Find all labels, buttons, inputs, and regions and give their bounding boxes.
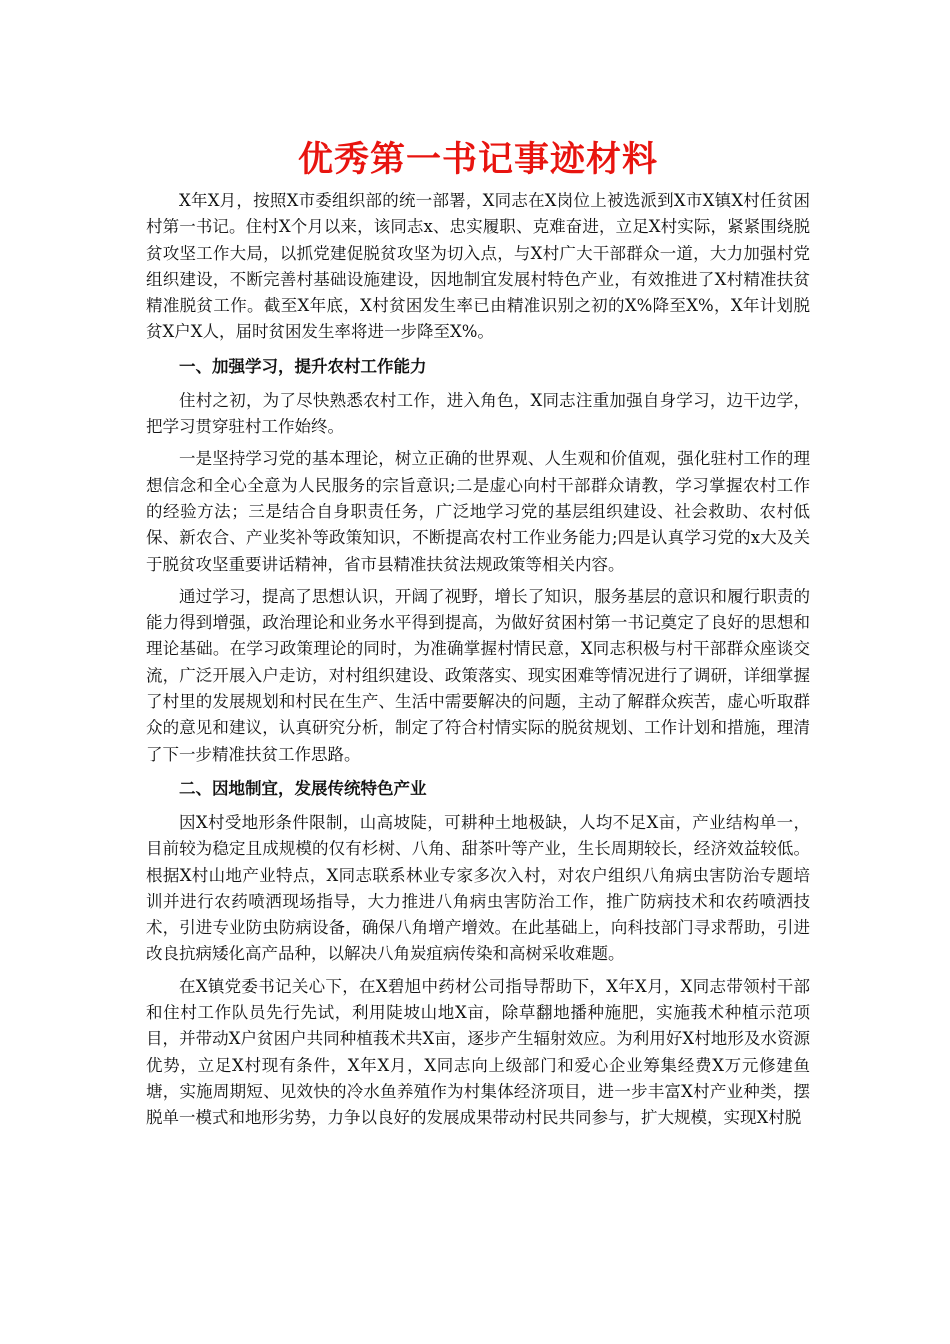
section1-paragraph-1: 住村之初，为了尽快熟悉农村工作，进入角色，X同志注重加强自身学习，边干边学，把学习贯穿驻村工作始终。 xyxy=(146,390,810,437)
section1-paragraph-3: 通过学习，提高了思想认识，开阔了视野，增长了知识，服务基层的意识和履行职责的能力得到增强，政治理论和业务水平得到提高，为做好贫困村第一书记奠定了良好的思想和理论基础。在学习政策理论的同时，为准确掌握村情民意，X同志积极与村干部群众座谈交流，广泛开展入户走访，对村组织建设、政策落实、现实困难等情况进行了调研，详细掌握了村里的发展规划和村民在生产、生活中需要解决的问题，主动了解群众疾苦，虚心听取群众的意见和建议，认真研究分析，制定了符合村情实际的脱贫规划、工作计划和措施，理清了下一步精准扶贫工作思路。 xyxy=(146,586,810,764)
section-heading-1: 一、加强学习，提升农村工作能力 xyxy=(179,356,427,376)
document-title: 优秀第一书记事迹材料 xyxy=(297,140,658,180)
section-heading-2: 二、因地制宜，发展传统特色产业 xyxy=(179,778,427,798)
document-page xyxy=(146,138,810,1132)
section2-paragraph-1: 因X村受地形条件限制，山高坡陡，可耕种土地极缺，人均不足X亩，产业结构单一，目前较为稳定且成规模的仅有杉树、八角、甜茶叶等产业，生长周期较长，经济效益较低。根据X村山地产业特点，X同志联系林业专家多次入村，对农户组织八角病虫害防治专题培训并进行农药喷洒现场指导，大力推进八角病虫害防治工作，推广防病技术和农药喷洒技术，引进专业防虫防病设备，确保八角增产增效。在此基础上，向科技部门寻求帮助，引进改良抗病矮化高产品种，以解决八角炭疽病传染和高树采收难题。 xyxy=(146,812,810,964)
intro-paragraph: X年X月，按照X市委组织部的统一部署，X同志在X岗位上被选派到X市X镇X村任贫困村第一书记。住村X个月以来，该同志x、忠实履职、克难奋进，立足X村实际，紧紧围绕脱贫攻坚工作大局，以抓党建促脱贫攻坚为切入点，与X村广大干部群众一道，大力加强村党组织建设，不断完善村基础设施建设，因地制宜发展村特色产业，有效推进了X村精准扶贫精准脱贫工作。截至X年底，X村贫困发生率已由精准识别之初的X%降至X%，X年计划脱贫X户X人，届时贫困发生率将进一步降至X%。 xyxy=(146,191,810,342)
section2-paragraph-2: 在X镇党委书记关心下，在X碧旭中药材公司指导帮助下，X年X月，X同志带领村干部和住村工作队员先行先试，利用陡坡山地X亩，除草翻地播种施肥，实施莪术种植示范项目，并带动X户贫困户共同种植莪术共X亩，逐步产生辐射效应。为利用好X村地形及水资源优势，立足X村现有条件，X年X月，X同志向上级部门和爱心企业筹集经费X万元修建鱼塘，实施周期短、见效快的冷水鱼养殖作为村集体经济项目，进一步丰富X村产业种类，摆脱单一模式和地形劣势，力争以良好的发展成果带动村民共同参与，扩大规模，实现X村脱 xyxy=(146,976,810,1128)
section1-paragraph-2: 一是坚持学习党的基本理论，树立正确的世界观、人生观和价值观，强化驻村工作的理想信念和全心全意为人民服务的宗旨意识;二是虚心向村干部群众请教，学习掌握农村工作的经验方法；三是结合自身职责任务，广泛地学习党的基层组织建设、社会救助、农村低保、新农合、产业奖补等政策知识，不断提高农村工作业务能力;四是认真学习党的x大及关于脱贫攻坚重要讲话精神，省市县精准扶贫法规政策等相关内容。 xyxy=(146,449,810,574)
